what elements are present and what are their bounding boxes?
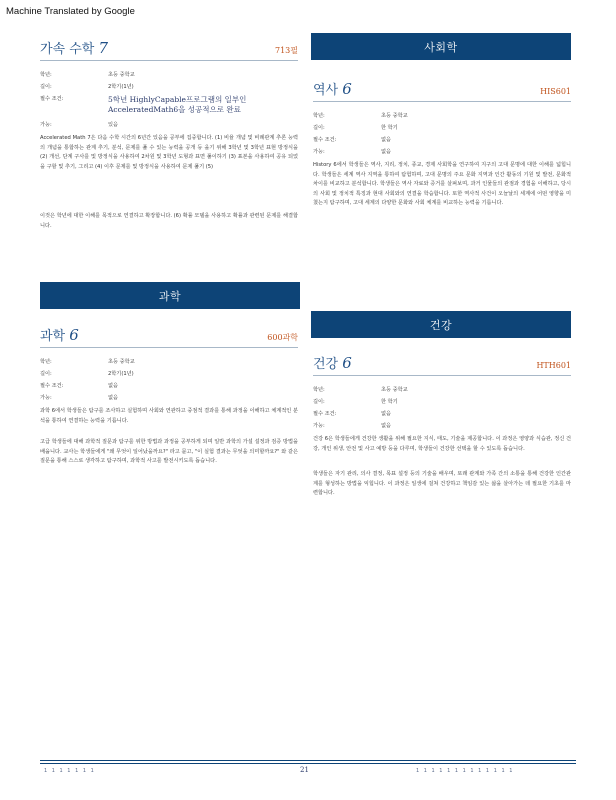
info-value: 한 학기 <box>381 125 398 131</box>
info-row-prereq <box>313 136 571 143</box>
info-value: 2학기(1년) <box>108 371 134 377</box>
course-description: 과학 6에서 학생들은 탐구를 조사하고 실험하며 사회와 연관하고 중점적 결과를 통해 과정을 이해하고 체계적인 분석을 통하여 연결하는 능력을 기릅니다. <box>40 408 298 424</box>
info-value: 한 학기 <box>381 399 398 405</box>
info-value: 없음 <box>108 383 119 389</box>
course-header <box>313 79 571 102</box>
info-row-prereq <box>40 95 298 115</box>
footer-rule <box>40 760 576 761</box>
course-header <box>313 353 571 376</box>
info-label: 학년: <box>40 72 52 78</box>
page-number: 21 <box>300 766 309 774</box>
info-value: 없음 <box>381 423 392 429</box>
info-row-grade <box>40 71 298 78</box>
course-code: 713필 <box>275 46 298 55</box>
info-label: 학년: <box>313 387 325 393</box>
section-header-health <box>311 311 571 338</box>
info-label: 가능: <box>40 395 52 401</box>
footer-rule-2 <box>40 763 576 764</box>
info-value: 초등 중학교 <box>108 72 135 78</box>
info-row-fee <box>40 121 298 128</box>
course-title: 건강 6 <box>313 354 352 372</box>
info-row-prereq <box>40 382 298 389</box>
info-value: 없음 <box>381 149 392 155</box>
course-description-2: 고급 학생들에 대해 과학적 질문과 탐구를 위한 방법과 과정을 공부하게 되며 일반 과학의 가설 설정과 검증 방법을 배웁니다. 교사는 학생들에게 "왜 무엇이 일어났을까요?" 라고 묻고, "이 실험 결과는 무엇을 의미할까요?" 와 같은 질문을 통해 스스로 생각하고 탐구하며, 과학적 사고를 발전시키도록 돕습니다. <box>40 439 298 464</box>
course-code: HTH601 <box>536 361 571 370</box>
course-description-2: 학생들은 자기 관리, 의사 결정, 목표 설정 등의 기술을 배우며, 또래 관계와 가족 간의 소통을 통해 건강한 인간관계를 형성하는 방법을 익힙니다. 이 과정은 일생에 걸쳐 건강하고 책임감 있는 삶을 살아가는 데 필요한 기초를 마련합니다. <box>313 471 571 496</box>
info-row-prereq <box>313 410 571 417</box>
course-title: 가속 수학 7 <box>40 39 109 57</box>
info-label: 필수 조건: <box>313 411 337 417</box>
info-label: 필수 조건: <box>313 137 337 143</box>
course-description: History 6에서 학생들은 역사, 지리, 정치, 종교, 경제 사회학을 연구하여 지구의 고대 문명에 대한 이해를 넓힙니다. 학생들은 세계 역사 지역을 통하여 탐험하며, 고대 문명의 주요 문화 지역과 인간 활동의 기원 및 발전, 문화적 차이를 비교하고 분석합니다. 학생들은 역사 자료와 증거를 살펴보며, 과거 인물들의 관점과 경험을 이해하고, 당시의 사회 및 정치적 특징과 현대 사회와의 연결을 학습합니다. 또한 역사적 사건이 오늘날의 세계에 어떤 영향을 미쳤는지 탐구하며, 고대 세계의 다양한 문화와 사회 체계를 비교하는 능력을 기릅니다. <box>313 162 571 206</box>
section-header-science <box>40 282 300 309</box>
info-row-grade <box>40 358 298 365</box>
course-info <box>313 386 571 429</box>
course-title: 역사 6 <box>313 80 352 98</box>
course-description: 건강 6은 학생들에게 건강한 생활을 위해 필요한 지식, 태도, 기술을 제공합니다. 이 과정은 영양과 식습관, 정신 건강, 개인 위생, 안전 및 사고 예방 등을 다루며, 학생들이 건강한 선택을 할 수 있도록 돕습니다. <box>313 436 571 452</box>
info-value: 5학년 HighlyCapable프로그램의 일부인 AcceleratedMath6을 성공적으로 완료 <box>108 95 247 114</box>
course-code: HIS601 <box>540 87 571 96</box>
info-value: 초등 중학교 <box>381 387 408 393</box>
info-row-fee <box>40 394 298 401</box>
course-title: 과학 6 <box>40 326 79 344</box>
info-row-fee <box>313 148 571 155</box>
course-math <box>40 38 298 231</box>
info-label: 필수 조건: <box>40 383 64 389</box>
info-label: 가능: <box>313 423 325 429</box>
info-value: 초등 중학교 <box>381 113 408 119</box>
course-info <box>40 358 298 401</box>
section-header-social-studies <box>311 33 571 60</box>
course-description: Accelerated Math 7은 다음 수학 시간의 6년간 있음을 공부에 집중합니다. (1) 비율 개념 및 비례관계 추론 능력의 개념을 통합하는 관계 추기, 분석, 문제를 풀 수 있는 능력을 공개 등 을기 위해 3학년 및 3학년 표현 방정식을 (2) 개선, 단계 구사를 및 방정식을 사용하여 2차원 및 3학년 도형과 표면 풀이하기 (3) 표본을 사용하여 공유 되었을 구할 및 추기, 그리고 (4) 이후 문제를 및 방정식을 사용하여 문제 풀기 (5) <box>40 135 298 170</box>
info-row-length <box>40 370 298 377</box>
course-header <box>40 325 298 348</box>
info-label: 길이: <box>40 84 52 90</box>
info-row-length <box>313 398 571 405</box>
course-science <box>40 325 298 467</box>
info-row-length <box>313 124 571 131</box>
info-value: 초등 중학교 <box>108 359 135 365</box>
info-value: 없음 <box>381 411 392 417</box>
footer-right-text: 1 1 1 1 1 1 1 1 1 1 1 1 1 <box>416 768 514 774</box>
info-value: 없음 <box>108 395 119 401</box>
course-history <box>313 79 571 209</box>
machine-translated-banner: Machine Translated by Google <box>6 6 135 17</box>
info-label: 학년: <box>313 113 325 119</box>
info-label: 필수 조건: <box>40 96 64 102</box>
info-row-length <box>40 83 298 90</box>
info-row-grade <box>313 386 571 393</box>
section-title: 사회학 <box>424 40 458 54</box>
info-label: 길이: <box>313 399 325 405</box>
course-info <box>313 112 571 155</box>
info-row-grade <box>313 112 571 119</box>
info-label: 가능: <box>40 122 52 128</box>
course-code: 600과학 <box>267 333 298 342</box>
info-label: 학년: <box>40 359 52 365</box>
info-row-fee <box>313 422 571 429</box>
course-header <box>40 38 298 61</box>
footer-left-text: 1 1 1 1 1 1 1 <box>44 768 96 774</box>
info-value: 있음 <box>108 122 119 128</box>
info-label: 길이: <box>40 371 52 377</box>
section-title: 과학 <box>158 289 182 303</box>
section-title: 건강 <box>429 318 453 332</box>
course-info <box>40 71 298 128</box>
info-label: 길이: <box>313 125 325 131</box>
info-value: 없음 <box>381 137 392 143</box>
info-label: 가능: <box>313 149 325 155</box>
course-description-2: 이것은 학년에 대한 이해를 목적으로 연결하고 확장합니다. (6) 확률 모델을 사용하고 확률과 관련된 문제를 해결합니다. <box>40 213 298 229</box>
course-health <box>313 353 571 499</box>
info-value: 2학기(1년) <box>108 84 134 90</box>
